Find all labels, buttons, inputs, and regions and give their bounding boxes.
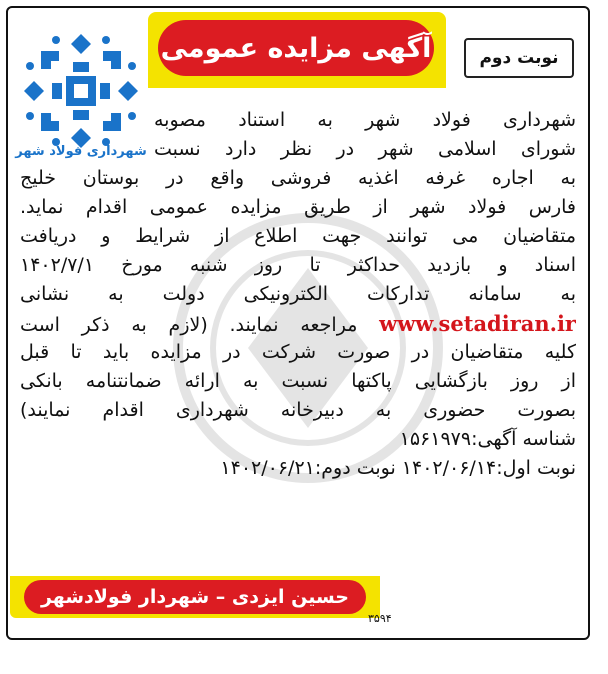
body-line: به سامانه تدارکات الکترونیکی دولت به نشانی: [20, 283, 576, 305]
url-suffix: مراجعه نمایند. (لازم به ذکر است: [20, 314, 358, 336]
body-line: بصورت حضوری به دبیرخانه شهرداری اقدام نمایند): [20, 399, 576, 421]
body-line: شهرداری فولاد شهر به استناد مصوبه: [154, 109, 576, 131]
ad-frame: [6, 6, 590, 640]
body-line: فارس فولاد شهر از طریق مزایده عمومی اقدام نماید.: [20, 196, 576, 218]
round-badge: نوبت دوم: [464, 38, 574, 78]
ad-title: آگهی مزایده عمومی: [158, 20, 434, 76]
body-line: کلیه متقاضیان در صورت شرکت در مزایده باید تا قبل: [20, 341, 576, 363]
dates-text: نوبت اول:۱۴۰۲/۰۶/۱۴ نوبت دوم:۱۴۰۲/۰۶/۲۱: [220, 457, 576, 479]
ad-id: [20, 425, 576, 454]
dates-line: [20, 454, 576, 483]
body-line: متقاضیان می توانند جهت اطلاع از شرایط و دریافت: [20, 225, 576, 247]
header-banner: [148, 12, 446, 88]
setadiran-link[interactable]: www.setadiran.ir: [379, 311, 576, 336]
body-line: به اجاره غرفه اغذیه فروشی واقع در بوستان خلیج: [20, 167, 576, 189]
body-line: اسناد و بازدید حداکثر تا روز شنبه مورخ ۱۴۰۲/۷/۱: [20, 254, 576, 276]
body-line: شورای اسلامی شهر در نظر دارد نسبت: [154, 138, 576, 160]
ad-id-text: شناسه آگهی:۱۵۶۱۹۷۹: [399, 428, 576, 450]
ad-body-top: [154, 106, 576, 164]
url-line: [20, 309, 576, 338]
body-line: از روز بازگشایی پاکتها نسبت به ارائه ضمانتنامه بانکی: [20, 370, 576, 392]
signature: حسین ایزدی – شهردار فولادشهر: [24, 580, 366, 614]
reference-number: ۳۵۹۴: [368, 612, 392, 625]
footer-bar: [10, 576, 380, 618]
logo-caption: شهرداری فولاد شهر: [15, 144, 147, 159]
ad-body-main: [20, 164, 576, 483]
